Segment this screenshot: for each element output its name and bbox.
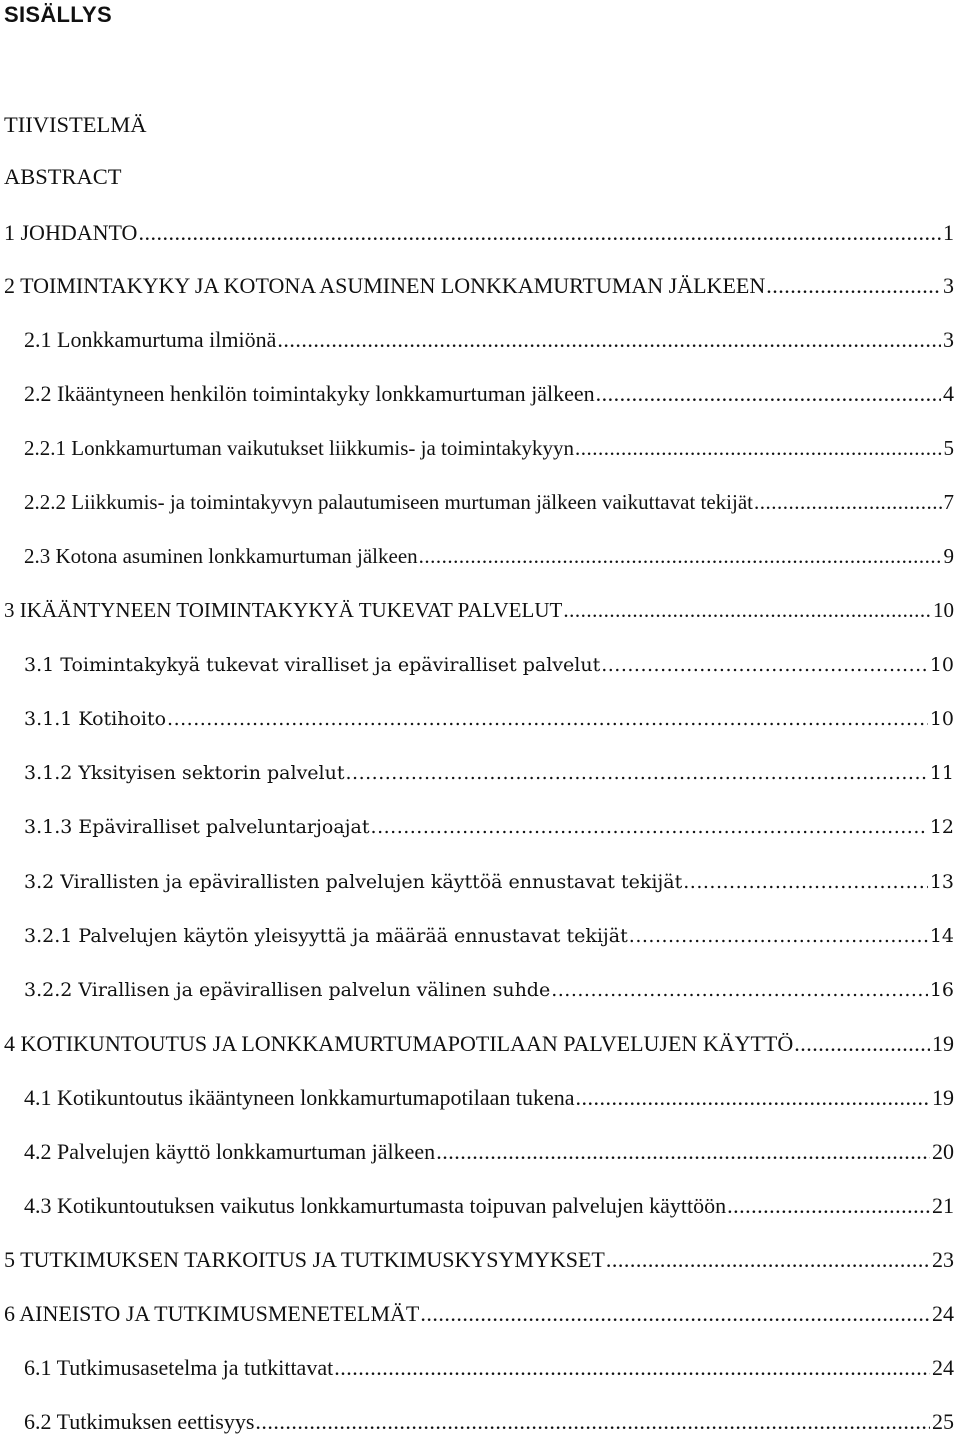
toc-page-number: 3 — [943, 327, 954, 352]
toc-dot-leader — [346, 760, 928, 786]
toc-entry-2-2-2[interactable] — [24, 489, 954, 515]
toc-page-number: 21 — [932, 1193, 954, 1218]
toc-dot-leader — [419, 543, 942, 569]
toc-entry-label: 3.2.2 Virallisen ja epävirallisen palvelun välinen suhde — [24, 979, 551, 1001]
toc-page-number: 5 — [943, 436, 954, 460]
toc-dot-leader — [575, 435, 941, 461]
toc-dot-leader — [436, 1139, 930, 1165]
toc-entry-label: 2.3 Kotona asuminen lonkkamurtuman jälkeen — [24, 544, 418, 568]
toc-entry-label: 2.2.1 Lonkkamurtuman vaikutukset liikkumis- ja toimintakykyyn — [24, 436, 575, 460]
toc-dot-leader — [277, 327, 941, 353]
toc-entry-4-2[interactable] — [24, 1139, 954, 1165]
toc-dot-leader — [334, 1355, 930, 1381]
toc-entry-3[interactable] — [4, 597, 954, 623]
toc-entry-label: 2.2.2 Liikkumis- ja toimintakyvyn palautumiseen murtuman jälkeen vaikuttavat tekijät — [24, 490, 754, 514]
toc-page-number: 10 — [929, 708, 954, 730]
toc-page-number: 13 — [929, 871, 954, 893]
toc-page-number: 23 — [932, 1247, 954, 1272]
toc-page-number: 7 — [943, 490, 954, 514]
toc-entry-3-1-1[interactable] — [24, 706, 954, 732]
toc-dot-leader — [167, 706, 928, 732]
toc-entry-3-2-2[interactable] — [24, 977, 954, 1003]
toc-page-number: 10 — [929, 654, 954, 676]
toc-entry-2[interactable] — [4, 273, 954, 299]
toc-page-number: 11 — [929, 762, 954, 784]
toc-entry-label: 4 KOTIKUNTOUTUS JA LONKKAMURTUMAPOTILAAN PALVELUJEN KÄYTTÖ — [4, 1031, 794, 1056]
toc-page-number: 10 — [933, 598, 954, 622]
toc-dot-leader — [576, 1085, 931, 1111]
toc-entry-5[interactable] — [4, 1247, 954, 1273]
toc-page-number: 14 — [929, 925, 954, 947]
toc-page-number: 25 — [932, 1409, 954, 1434]
toc-dot-leader — [683, 869, 928, 895]
toc-entry-2-2-1[interactable] — [24, 435, 954, 461]
toc-dot-leader — [371, 814, 928, 840]
toc-entry-3-1-2[interactable] — [24, 760, 954, 786]
toc-dot-leader — [563, 597, 931, 623]
toc-page-number: 16 — [929, 979, 954, 1001]
toc-entry-label: 6 AINEISTO JA TUTKIMUSMENETELMÄT — [4, 1301, 420, 1326]
toc-entry-2-2[interactable] — [24, 381, 954, 407]
page-title: SISÄLLYS — [4, 2, 112, 27]
toc-dot-leader — [551, 977, 928, 1003]
toc-entry-label: 1 JOHDANTO — [4, 220, 138, 245]
toc-entry-label: 2.2 Ikääntyneen henkilön toimintakyky lonkkamurtuman jälkeen — [24, 381, 595, 406]
toc-entry-4-1[interactable] — [24, 1085, 954, 1111]
toc-dot-leader — [606, 1247, 930, 1273]
toc-entry-label: 3.1.1 Kotihoito — [24, 708, 167, 730]
toc-entry-label: 3.2.1 Palvelujen käytön yleisyyttä ja määrää ennustavat tekijät — [24, 925, 628, 947]
toc-entry-label: 6.2 Tutkimuksen eettisyys — [24, 1409, 255, 1434]
toc-entry-6[interactable] — [4, 1301, 954, 1327]
toc-entry-3-2[interactable] — [24, 869, 954, 895]
toc-dot-leader — [138, 220, 941, 246]
toc-page-number: 1 — [943, 220, 954, 245]
toc-entry-3-1-3[interactable] — [24, 814, 954, 840]
toc-dot-leader — [601, 652, 928, 678]
toc-entry-label: 5 TUTKIMUKSEN TARKOITUS JA TUTKIMUSKYSYMYKSET — [4, 1247, 605, 1272]
toc-page-number: 4 — [943, 381, 954, 406]
toc-page-number: 3 — [943, 273, 954, 298]
toc-page-number: 20 — [932, 1139, 954, 1164]
toc-entry-4-3[interactable] — [24, 1193, 954, 1219]
toc-entry-2-1[interactable] — [24, 327, 954, 353]
toc-entry-4[interactable] — [4, 1031, 954, 1057]
toc-page-number: 12 — [929, 816, 954, 838]
toc-entry-2-3[interactable] — [24, 543, 954, 569]
toc-dot-leader — [754, 489, 941, 515]
toc-page-number: 9 — [943, 544, 954, 568]
toc-entry-label: 6.1 Tutkimusasetelma ja tutkittavat — [24, 1355, 334, 1380]
toc-front-abstract: ABSTRACT — [4, 164, 122, 189]
toc-entry-label: 4.2 Palvelujen käyttö lonkkamurtuman jälkeen — [24, 1139, 436, 1164]
toc-dot-leader — [255, 1409, 930, 1435]
toc-dot-leader — [420, 1301, 930, 1327]
toc-entry-label: 2 TOIMINTAKYKY JA KOTONA ASUMINEN LONKKAMURTUMAN JÄLKEEN — [4, 273, 766, 298]
toc-entry-label: 3.2 Virallisten ja epävirallisten palvelujen käyttöä ennustavat tekijät — [24, 871, 683, 893]
toc-entry-1[interactable] — [4, 220, 954, 246]
toc-page-number: 19 — [932, 1031, 954, 1056]
toc-dot-leader — [727, 1193, 930, 1219]
toc-entry-3-1[interactable] — [24, 652, 954, 678]
toc-entry-label: 4.3 Kotikuntoutuksen vaikutus lonkkamurtumasta toipuvan palvelujen käyttöön — [24, 1193, 727, 1218]
toc-entry-label: 3 IKÄÄNTYNEEN TOIMINTAKYKYÄ TUKEVAT PALVELUT — [4, 598, 563, 622]
toc-dot-leader — [629, 923, 928, 949]
toc-page-number: 24 — [932, 1355, 954, 1380]
toc-entry-3-2-1[interactable] — [24, 923, 954, 949]
toc-entry-label: 3.1.2 Yksityisen sektorin palvelut — [24, 762, 345, 784]
toc-dot-leader — [794, 1031, 930, 1057]
toc-page-number: 24 — [932, 1301, 954, 1326]
toc-entry-label: 3.1 Toimintakykyä tukevat viralliset ja epäviralliset palvelut — [24, 654, 601, 676]
toc-entry-label: 4.1 Kotikuntoutus ikääntyneen lonkkamurtumapotilaan tukena — [24, 1085, 575, 1110]
toc-dot-leader — [596, 381, 941, 407]
toc-dot-leader — [766, 273, 941, 299]
toc-page-number: 19 — [932, 1085, 954, 1110]
toc-entry-label: 3.1.3 Epäviralliset palveluntarjoajat — [24, 816, 370, 838]
toc-entry-6-2[interactable] — [24, 1409, 954, 1435]
toc-entry-6-1[interactable] — [24, 1355, 954, 1381]
toc-entry-label: 2.1 Lonkkamurtuma ilmiönä — [24, 327, 277, 352]
toc-front-tiivistelma: TIIVISTELMÄ — [4, 112, 147, 137]
